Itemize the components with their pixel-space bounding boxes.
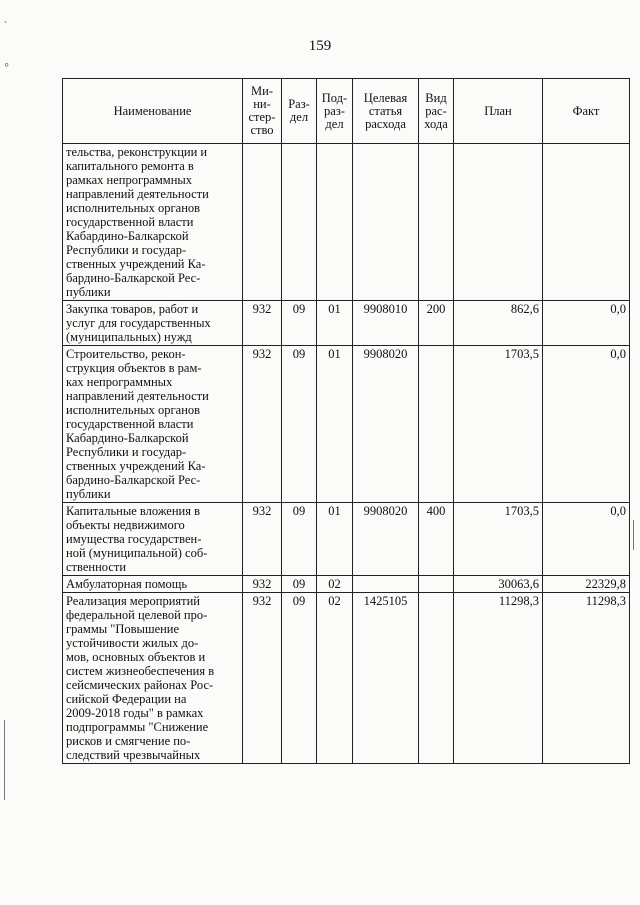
cell-subsection: 01 (317, 301, 353, 346)
cell-name: Амбулаторная помощь (63, 576, 243, 593)
cell-expense-type (419, 346, 454, 503)
table-row (63, 576, 630, 593)
scan-edge-line (633, 520, 634, 550)
cell-ministry: 932 (243, 346, 282, 503)
cell-ministry: 932 (243, 503, 282, 576)
cell-expense-type: 400 (419, 503, 454, 576)
cell-ministry: 932 (243, 301, 282, 346)
cell-plan: 30063,6 (454, 576, 543, 593)
cell-subsection: 01 (317, 346, 353, 503)
cell-name: тельства, реконструкции и капитального ремонта в рамках непрограммных направлений деятельности исполнительных органов государственной власти Кабардино-Балкарской Республики и государ- ственных учреждений Ка- бардино-Балкарской Рес- публики (63, 144, 243, 301)
cell-name: Закупка товаров, работ и услуг для государственных (муниципальных) нужд (63, 301, 243, 346)
cell-ministry (243, 144, 282, 301)
cell-section: 09 (282, 301, 317, 346)
cell-name: Реализация мероприятий федеральной целевой про- граммы "Повышение устойчивости жилых до- мов, основных объектов и систем жизнеобеспечения в сейсмических районах Рос- сийской Федерации на 2009-2018 годы" в рамках подпрограммы "Снижение рисков и смягчение по- следствий чрезвычайных (63, 593, 243, 764)
cell-expense-type (419, 576, 454, 593)
cell-section: 09 (282, 503, 317, 576)
cell-name: Капитальные вложения в объекты недвижимого имущества государствен- ной (муниципальной) соб- ственности (63, 503, 243, 576)
table-row (63, 346, 630, 503)
cell-ministry: 932 (243, 593, 282, 764)
cell-fact: 0,0 (543, 503, 630, 576)
cell-expense-type (419, 144, 454, 301)
cell-target: 9908020 (353, 346, 419, 503)
scan-mark: ˚ (4, 20, 7, 30)
budget-table (62, 78, 630, 764)
header-ministry: Ми- ни- стер- ство (243, 79, 282, 144)
header-target: Целевая статья расхода (353, 79, 419, 144)
cell-name: Строительство, рекон- струкция объектов в рам- ках непрограммных направлений деятельности исполнительных органов государственной власти Кабардино-Балкарской Республики и государ- ственных учреждений Ка- бардино-Балкарской Рес- публики (63, 346, 243, 503)
cell-fact: 22329,8 (543, 576, 630, 593)
header-fact: Факт (543, 79, 630, 144)
cell-target (353, 144, 419, 301)
cell-plan: 862,6 (454, 301, 543, 346)
table-row (63, 503, 630, 576)
cell-expense-type (419, 593, 454, 764)
cell-subsection (317, 144, 353, 301)
header-expense-type: Вид рас- хода (419, 79, 454, 144)
cell-target: 9908020 (353, 503, 419, 576)
table-header-row (63, 79, 630, 144)
cell-subsection: 02 (317, 576, 353, 593)
cell-target: 1425105 (353, 593, 419, 764)
cell-plan: 1703,5 (454, 346, 543, 503)
scan-edge-line (4, 720, 5, 800)
cell-subsection: 01 (317, 503, 353, 576)
cell-section: 09 (282, 593, 317, 764)
cell-fact: 0,0 (543, 346, 630, 503)
table-row (63, 144, 630, 301)
header-plan: План (454, 79, 543, 144)
cell-fact (543, 144, 630, 301)
scan-mark: ⸰ (4, 60, 10, 70)
cell-section: 09 (282, 576, 317, 593)
cell-plan (454, 144, 543, 301)
cell-subsection: 02 (317, 593, 353, 764)
cell-plan: 1703,5 (454, 503, 543, 576)
table-row (63, 301, 630, 346)
page-number: 159 (308, 38, 332, 54)
header-section: Раз- дел (282, 79, 317, 144)
cell-expense-type: 200 (419, 301, 454, 346)
cell-fact: 11298,3 (543, 593, 630, 764)
cell-plan: 11298,3 (454, 593, 543, 764)
cell-fact: 0,0 (543, 301, 630, 346)
cell-target (353, 576, 419, 593)
header-name: Наименование (63, 79, 243, 144)
header-subsection: Под- раз- дел (317, 79, 353, 144)
cell-ministry: 932 (243, 576, 282, 593)
cell-section: 09 (282, 346, 317, 503)
table-row (63, 593, 630, 764)
cell-section (282, 144, 317, 301)
cell-target: 9908010 (353, 301, 419, 346)
